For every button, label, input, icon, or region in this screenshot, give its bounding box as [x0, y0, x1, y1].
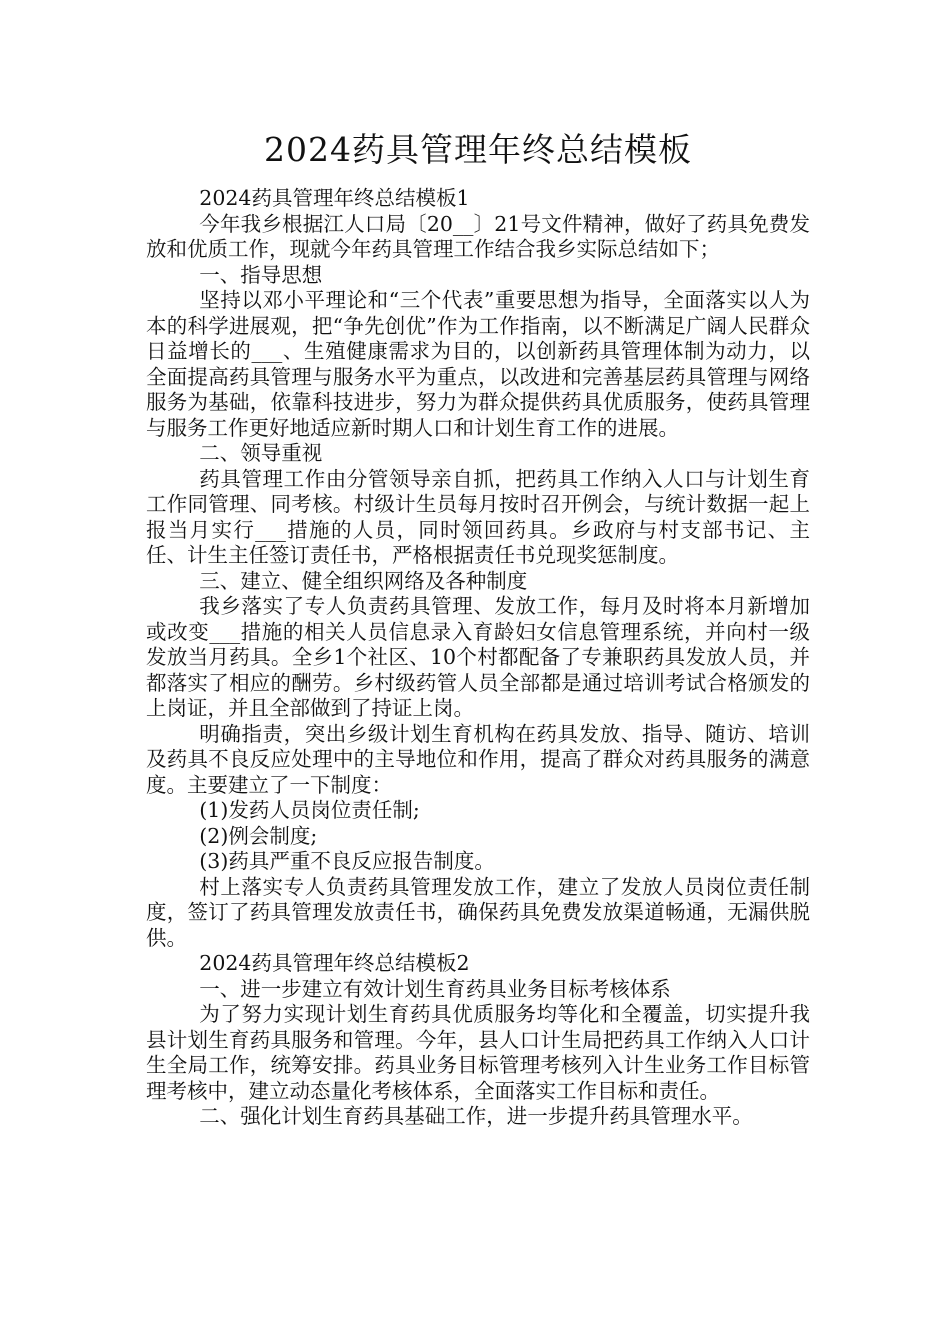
section-heading: 三、建立、健全组织网络及各种制度 [199, 568, 528, 593]
body-paragraph: 药具管理工作由分管领导亲自抓，把药具工作纳入人口与计划生育工作同管理、同考核。村级计生员每月按时召开例会，与统计数据一起上报当月实行___措施的人员，同时领回药具。乡政府与村支部书记、主任、计生主任签订责任书，严格根据责任书兑现奖惩制度。 [146, 466, 810, 567]
body-paragraph: 今年我乡根据江人口局〔20__〕21号文件精神，做好了药具免费发放和优质工作，现就今年药具管理工作结合我乡实际总结如下； [146, 211, 810, 261]
section-subtitle-1: 2024药具管理年终总结模板1 [199, 186, 470, 210]
body-paragraph: 我乡落实了专人负责药具管理、发放工作，每月及时将本月新增加或改变___措施的相关人员信息录入育龄妇女信息管理系统，并向村一级发放当月药具。全乡1个社区、10个村都配备了专兼职药具发放人员，并都落实了相应的酬劳。乡村级药管人员全部都是通过培训考试合格颁发的上岗证，并且全部做到了持证上岗。 [146, 594, 810, 720]
section-heading: 一、进一步建立有效计划生育药具业务目标考核体系 [199, 976, 671, 1001]
body-paragraph: 村上落实专人负责药具管理发放工作，建立了发放人员岗位责任制度，签订了药具管理发放责任书，确保药具免费发放渠道畅通，无漏供脱供。 [146, 874, 810, 950]
body-paragraph: 为了努力实现计划生育药具优质服务均等化和全覆盖，切实提升我县计划生育药具服务和管理。今年，县人口计生局把药具工作纳入人口计生全局工作，统筹安排。药具业务目标管理考核列入计生业务工作目标管理考核中，建立动态量化考核体系，全面落实工作目标和责任。 [146, 1002, 810, 1103]
section-heading: 二、领导重视 [199, 441, 323, 465]
list-item: (1)发药人员岗位责任制; [199, 798, 420, 822]
body-paragraph: 明确指责，突出乡级计划生育机构在药具发放、指导、随访、培训及药具不良反应处理中的主导地位和作用，提高了群众对药具服务的满意度。主要建立了一下制度： [146, 721, 810, 797]
list-item: (2)例会制度; [199, 823, 318, 848]
section-heading: 一、指导思想 [199, 262, 323, 287]
document-title: 2024药具管理年终总结模板 [264, 130, 692, 169]
body-paragraph: 坚持以邓小平理论和“三个代表”重要思想为指导，全面落实以人为本的科学进展观，把“争先创优”作为工作指南，以不断满足广阔人民群众日益增长的___、生殖健康需求为目的，以创新药具管理体制为动力，以全面提高药具管理与服务水平为重点，以改进和完善基层药具管理与网络服务为基础，依靠科技进步，努力为群众提供药具优质服务，使药具管理与服务工作更好地适应新时期人口和计划生育工作的进展。 [146, 288, 810, 440]
section-heading: 二、强化计划生育药具基础工作，进一步提升药具管理水平。 [199, 1104, 753, 1128]
list-item: (3)药具严重不良反应报告制度。 [199, 849, 495, 873]
section-subtitle-2: 2024药具管理年终总结模板2 [199, 951, 470, 975]
